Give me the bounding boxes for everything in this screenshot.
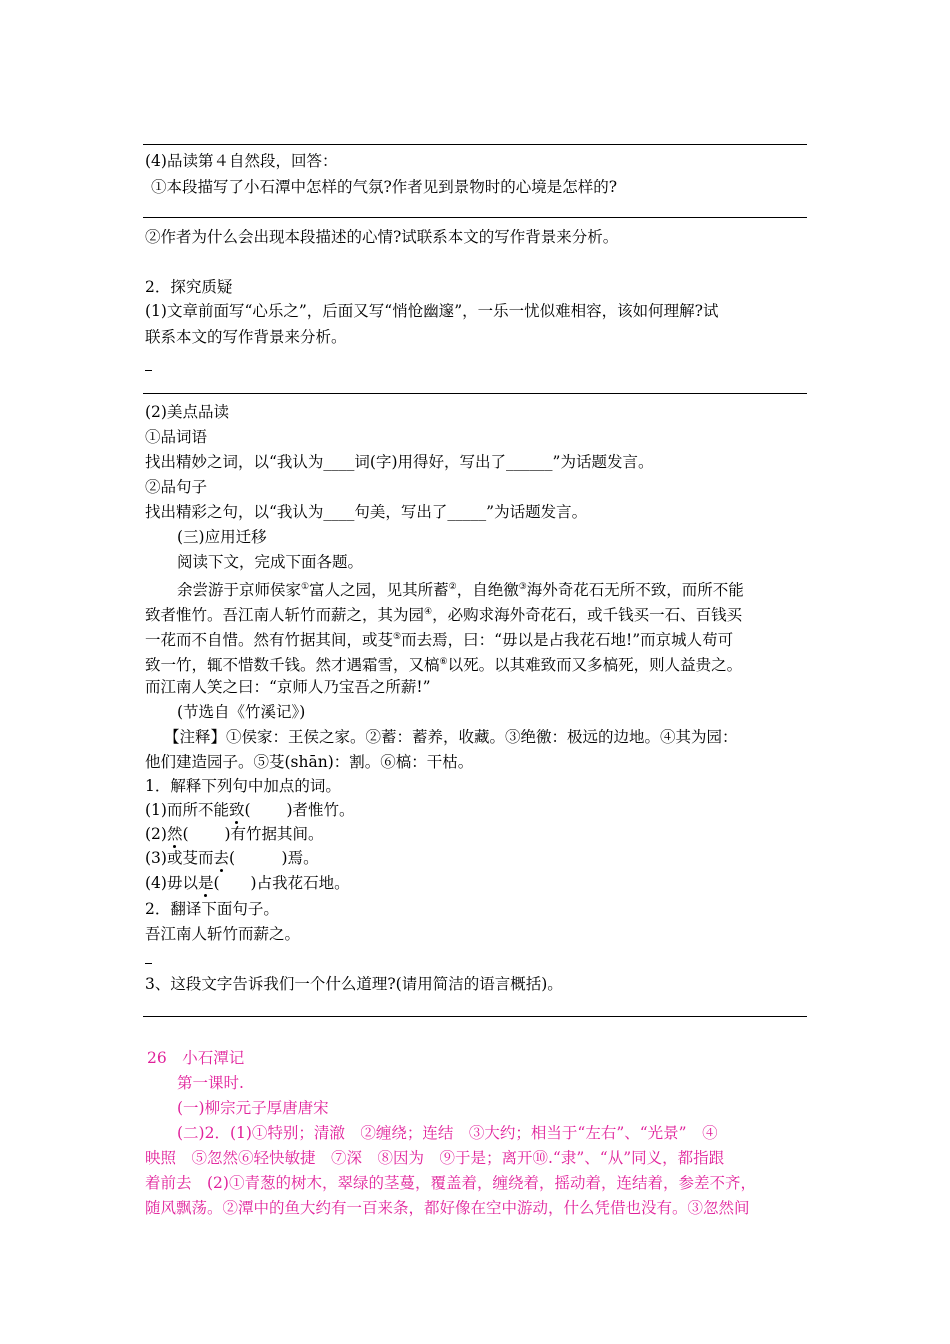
q1-item: (3)或芟而去( )焉。 (145, 849, 319, 867)
answers-part2-line: 映照 ⑤忽然⑥轻快敏捷 ⑦深 ⑧因为 ⑨于是；离开⑩.“隶”、“从”同义，都指跟 (145, 1149, 725, 1167)
passage-line: 一花而不自惜。然有竹据其间，或芟⑤而去焉，曰：“毋以是占我花石地!”而京城人苟可 (145, 631, 734, 650)
answer-line (143, 144, 807, 145)
section4-question1: ①本段描写了小石潭中怎样的气氛?作者见到景物时的心境是怎样的? (151, 178, 618, 196)
application-instruction: 阅读下文，完成下面各题。 (177, 553, 364, 571)
answer-line (143, 393, 807, 394)
answers-part2-line: 着前去 (2)①青葱的树木，翠绿的茎蔓，覆盖着，缠绕着，摇动着，连结着，参差不齐， (145, 1174, 756, 1192)
section4-title: (4)品读第４自然段，回答： (145, 152, 338, 170)
inquiry-title: 2．探究质疑 (145, 278, 233, 296)
notes-line1: 【注释】①侯家：王侯之家。②蓄：蓄养，收藏。③绝徼：极远的边地。④其为园： (164, 728, 738, 746)
sentence-reading-title: ②品句子 (145, 478, 208, 496)
answer-line (143, 217, 807, 218)
q3-question: 3、这段文字告诉我们一个什么道理?(请用简洁的语言概括)。 (145, 975, 563, 993)
passage-line: 而江南人笑之曰：“京师人乃宝吾之所薪!” (145, 678, 431, 696)
inquiry-question1-line2: 联系本文的写作背景来分析。 (145, 328, 347, 346)
inquiry-question1-line1: (1)文章前面写“心乐之”，后面又写“悄怆幽邃”，一乐一忧似难相容，该如何理解?试 (145, 302, 719, 320)
sentence-reading-task: 找出精彩之句，以“我认为____句美，写出了_____”为话题发言。 (145, 503, 588, 521)
section4-question2: ②作者为什么会出现本段描述的心情?试联系本文的写作背景来分析。 (145, 228, 619, 246)
answers-part2-line: 随风飘荡。②潭中的鱼大约有一百来条，都好像在空中游动，什么凭借也没有。③忽然间 (145, 1199, 750, 1217)
answers-heading: 26 小石潭记 (147, 1049, 245, 1067)
passage-line: 致者惟竹。吾江南人斩竹而薪之，其为园④，必购求海外奇花石，或千钱买一石、百钱买 (145, 606, 743, 625)
q1-item: (2)然( )有竹据其间。 (145, 825, 324, 843)
q1-title: 1．解释下列句中加点的词。 (145, 777, 341, 795)
q1-item: (1)而所不能致( )者惟竹。 (145, 801, 355, 819)
answers-lesson: 第一课时. (177, 1074, 244, 1092)
beauty-reading-title: (2)美点品读 (145, 403, 229, 421)
q1-item: (4)毋以是( )占我花石地。 (145, 874, 350, 892)
notes-line2: 他们建造园子。⑤芟(shān)：割。⑥槁：干枯。 (145, 753, 474, 771)
answer-line (143, 1016, 807, 1017)
passage-source: (节选自《竹溪记》) (177, 703, 306, 721)
passage-line: 余尝游于京师侯家①富人之园，见其所蓄②，自绝徼③海外奇花石无所不致，而所不能 (177, 581, 744, 600)
q2-title: 2．翻译下面句子。 (145, 900, 279, 918)
q2-sentence: 吾江南人斩竹而薪之。 (145, 925, 301, 943)
application-title: (三)应用迁移 (177, 528, 267, 546)
passage-line: 致一竹，辄不惜数千钱。然才遇霜雪，又槁⑥以死。以其难致而又多槁死，则人益贵之。 (145, 656, 743, 675)
answer-dash (145, 370, 152, 371)
answer-dash (145, 963, 152, 964)
answers-part2-line: (二)2．(1)①特别；清澈 ②缠绕；连结 ③大约；相当于“左右”、“光景” ④ (177, 1124, 718, 1142)
word-reading-title: ①品词语 (145, 428, 208, 446)
word-reading-task: 找出精妙之词，以“我认为____词(字)用得好，写出了______”为话题发言。 (145, 453, 654, 471)
answers-part1: (一)柳宗元子厚唐唐宋 (177, 1099, 329, 1117)
